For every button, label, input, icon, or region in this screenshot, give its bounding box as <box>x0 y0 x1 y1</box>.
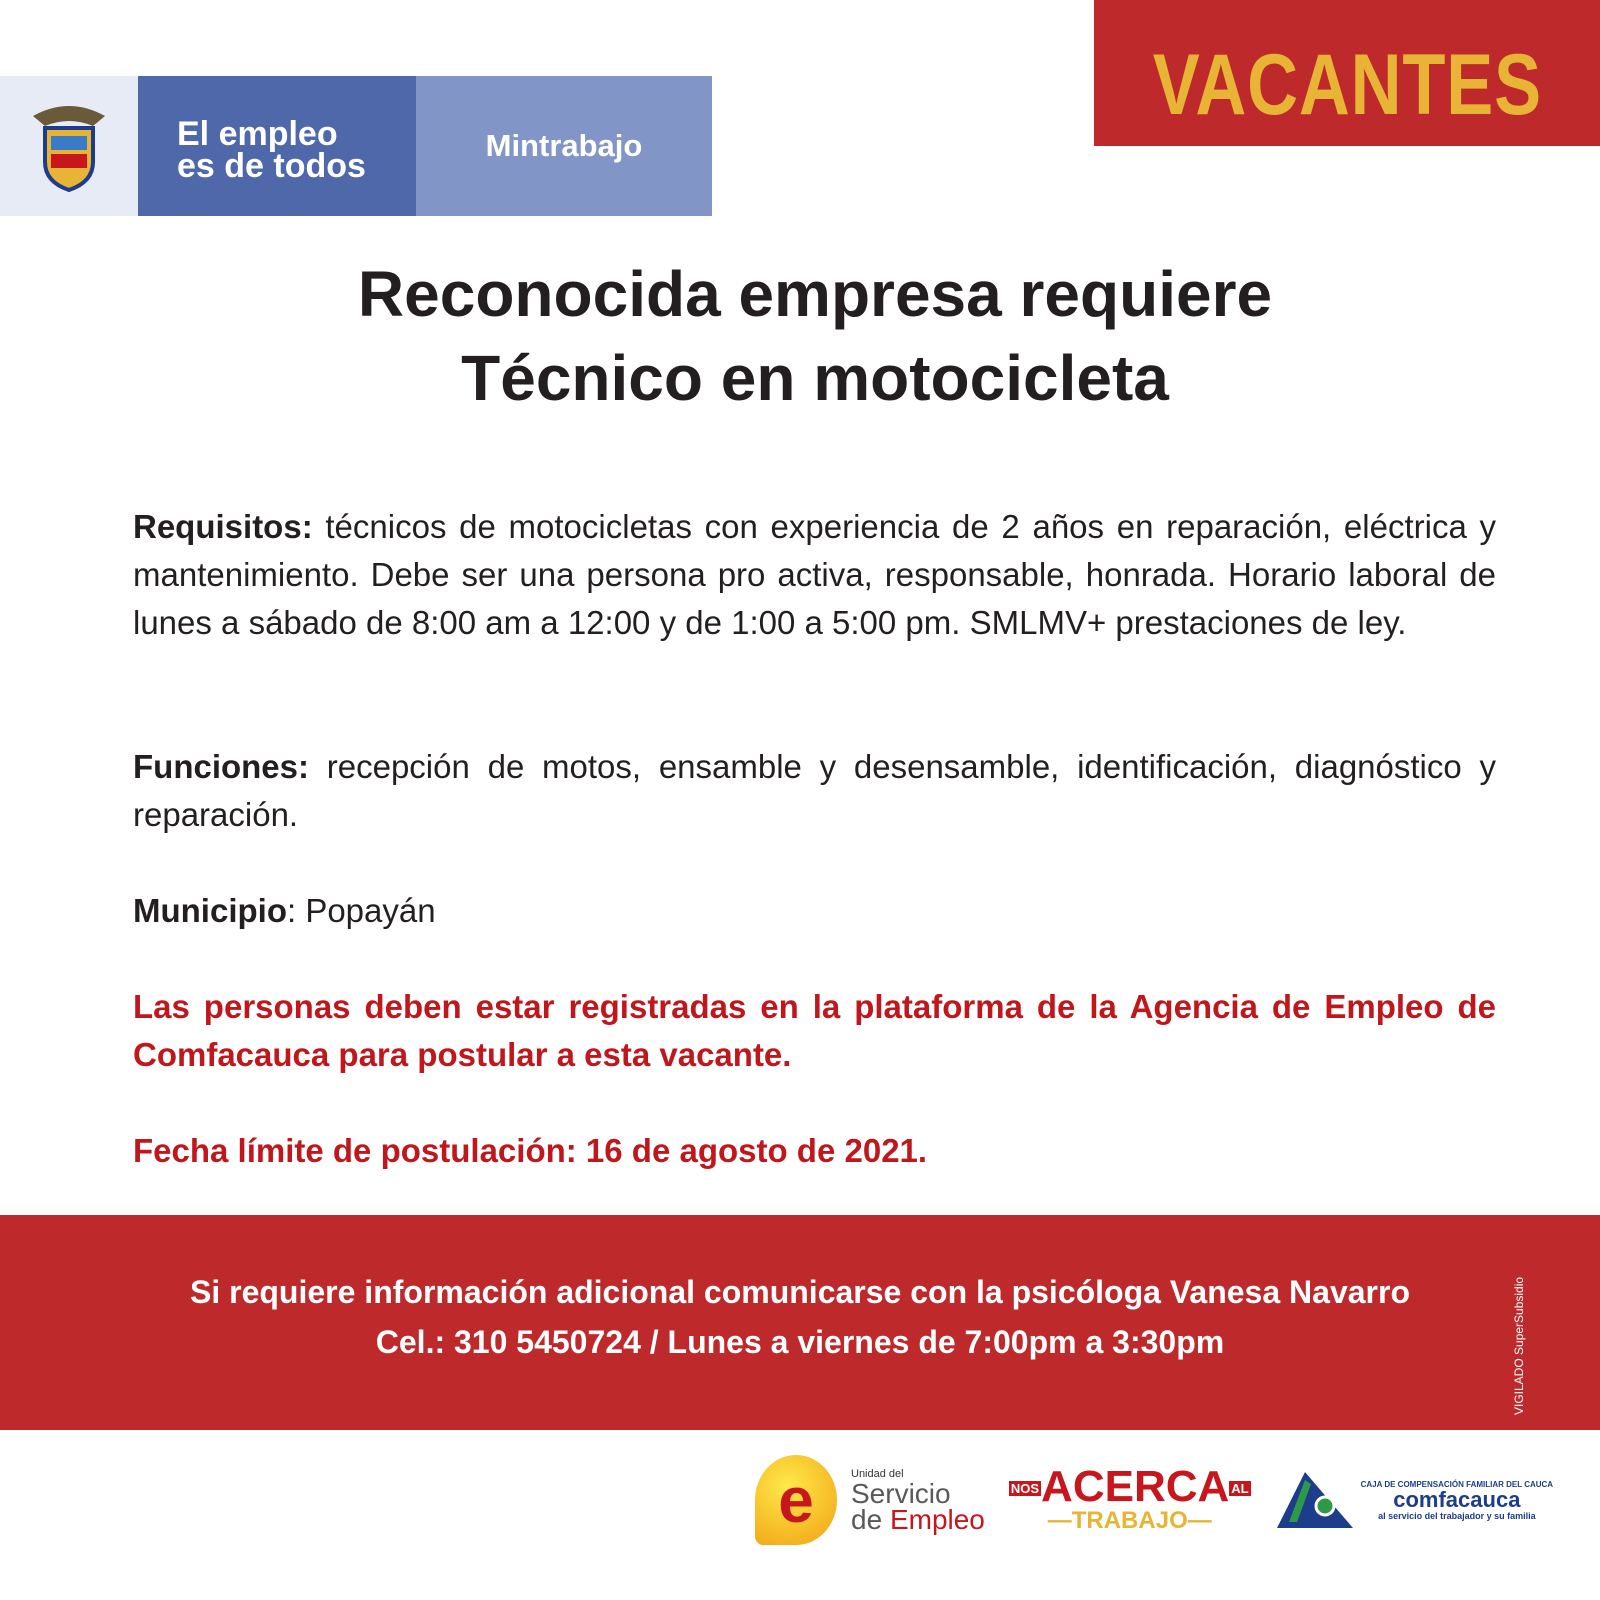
se-line1: Servicio <box>851 1478 951 1509</box>
vacantes-badge <box>1094 0 1600 146</box>
municipio-text: : Popayán <box>286 892 436 929</box>
contact-footer <box>0 1215 1600 1430</box>
requisitos-text: técnicos de motocicletas con experiencia de 2 años en reparación, eléctrica y mantenimiento. Debe ser una persona pro activa, responsable, honrada. Horario laboral de lunes a sábado de 8:00 am a 12:00 y de 1:00 a 5:00 pm. SMLMV+ prestaciones de ley. <box>133 508 1496 641</box>
vacantes-text: VACANTES <box>1152 37 1542 133</box>
servicio-empleo-logo <box>755 1455 985 1545</box>
colombia-coat-of-arms-icon <box>0 76 138 216</box>
cf-top: CAJA DE COMPENSACIÓN FAMILIAR DEL CAUCA <box>1360 1479 1554 1489</box>
title-line2: Técnico en motocicleta <box>461 342 1169 414</box>
se-line2a: de <box>851 1504 890 1535</box>
municipio-paragraph <box>133 887 1496 935</box>
cf-name: comfacauca <box>1393 1486 1521 1512</box>
contact-line1: Si requiere información adicional comunicarse con la psicóloga Vanesa Navarro <box>190 1274 1410 1310</box>
requisitos-paragraph <box>133 503 1496 647</box>
funciones-label: Funciones: <box>133 748 310 785</box>
partner-logos <box>755 1455 1553 1545</box>
comfacauca-logo <box>1275 1470 1553 1530</box>
se-small: Unidad del <box>851 1468 904 1480</box>
requisitos-label: Requisitos: <box>133 508 313 545</box>
page-title <box>0 252 1600 420</box>
slogan-line2: es de todos <box>177 147 366 185</box>
e-bubble-icon: e <box>755 1455 837 1545</box>
slogan <box>138 76 416 216</box>
deadline: Fecha límite de postulación: 16 de agosto de 2021. <box>133 1132 928 1169</box>
cf-sub: al servicio del trabajador y su familia <box>1378 1510 1536 1521</box>
ac-main: ACERCA <box>1041 1461 1230 1511</box>
slogan-line1: El empleo <box>177 115 338 153</box>
funciones-paragraph <box>133 743 1496 839</box>
ac-nos: NOS <box>1010 1481 1040 1497</box>
municipio-label: Municipio <box>133 892 287 929</box>
contact-line2: Cel.: 310 5450724 / Lunes a viernes de 7:00pm a 3:30pm <box>375 1324 1225 1360</box>
registration-notice: Las personas deben estar registradas en la plataforma de la Agencia de Empleo de Comfacauca para postular a esta vacante. <box>133 988 1496 1073</box>
ac-trabajo: —TRABAJO— <box>1047 1507 1212 1535</box>
ac-al: AL <box>1231 1481 1249 1497</box>
nos-acerca-al-trabajo-logo <box>1009 1461 1251 1535</box>
comfacauca-triangle-icon <box>1275 1470 1355 1530</box>
government-header <box>0 76 712 216</box>
se-line2b: Empleo <box>889 1504 985 1535</box>
vigilado-supersubsidio: VIGILADO SuperSubsidio <box>1512 1276 1526 1415</box>
title-line1: Reconocida empresa requiere <box>357 258 1273 330</box>
ministry-label: Mintrabajo <box>416 76 712 216</box>
funciones-text: recepción de motos, ensamble y desensamble, identificación, diagnóstico y reparación. <box>133 748 1496 833</box>
